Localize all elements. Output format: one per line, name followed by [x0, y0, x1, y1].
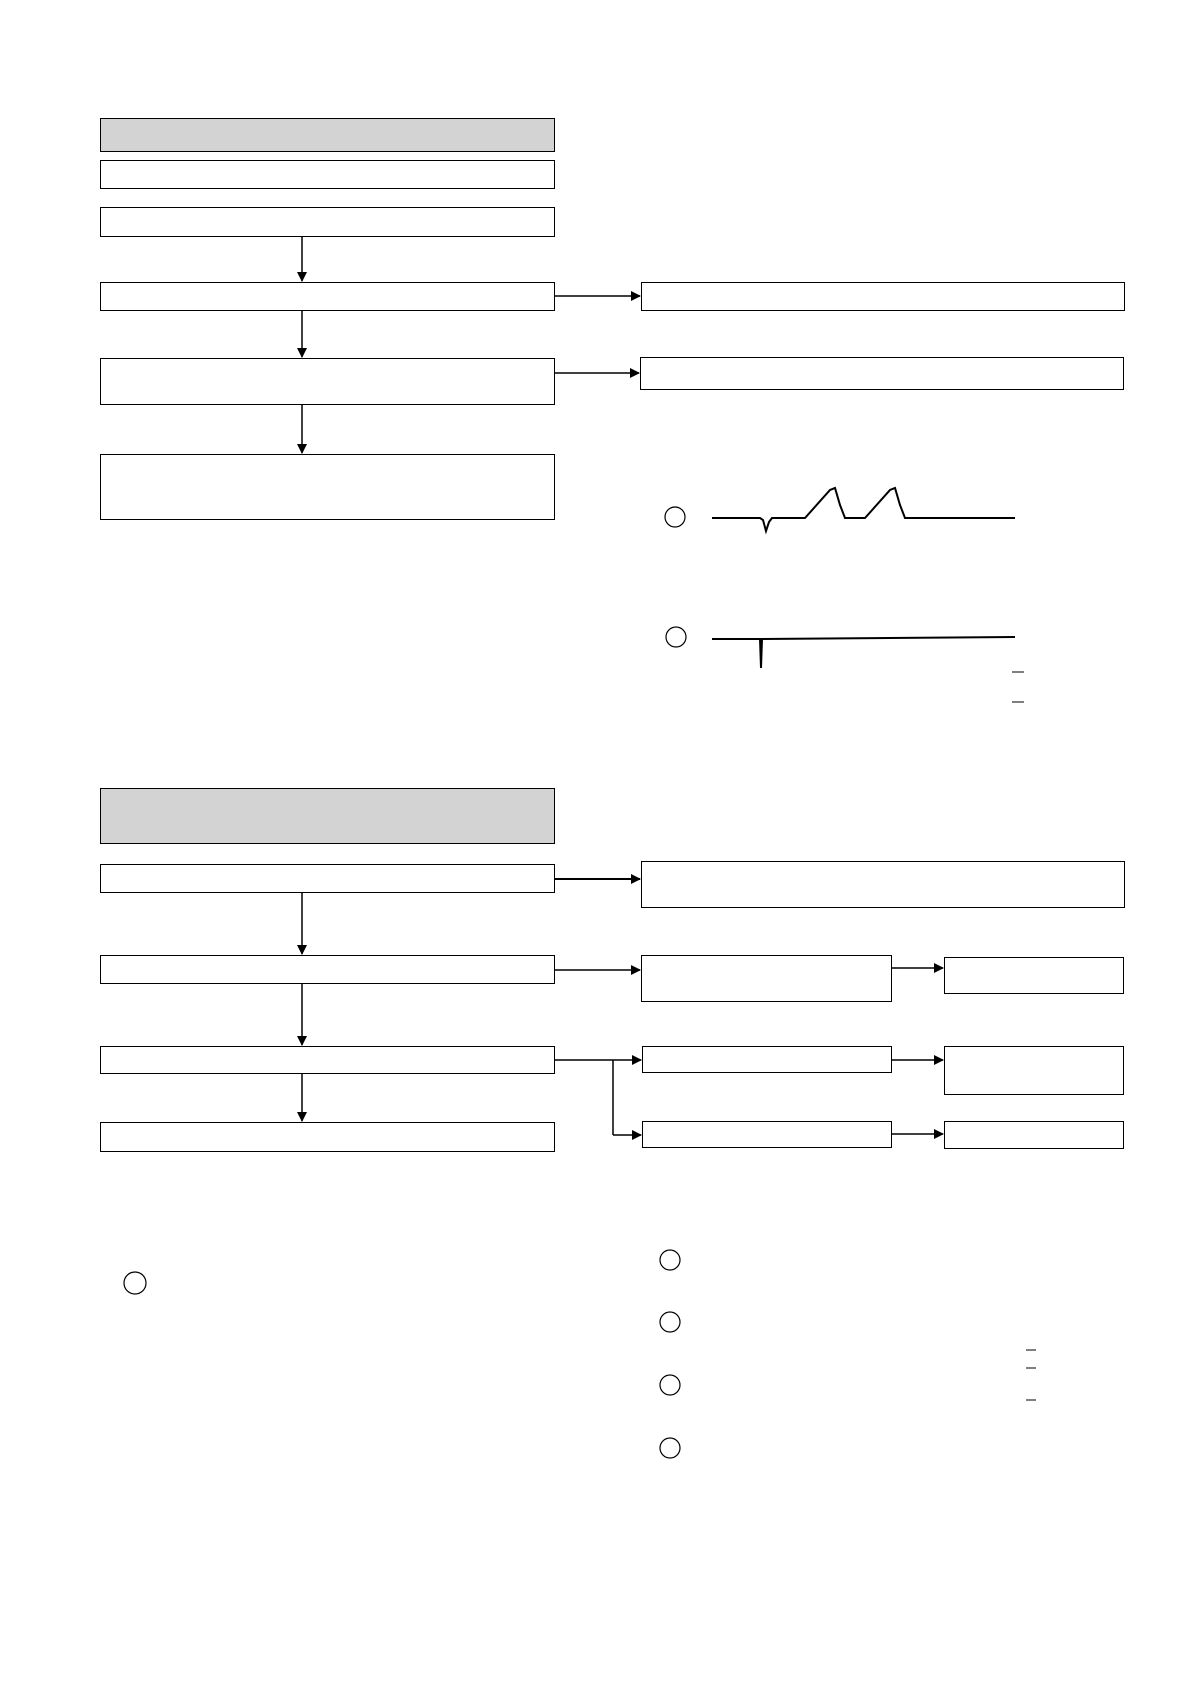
channel-marker — [660, 1375, 680, 1395]
channel-marker — [660, 1438, 680, 1458]
channel-marker — [660, 1312, 680, 1332]
channel-marker — [660, 1250, 680, 1270]
